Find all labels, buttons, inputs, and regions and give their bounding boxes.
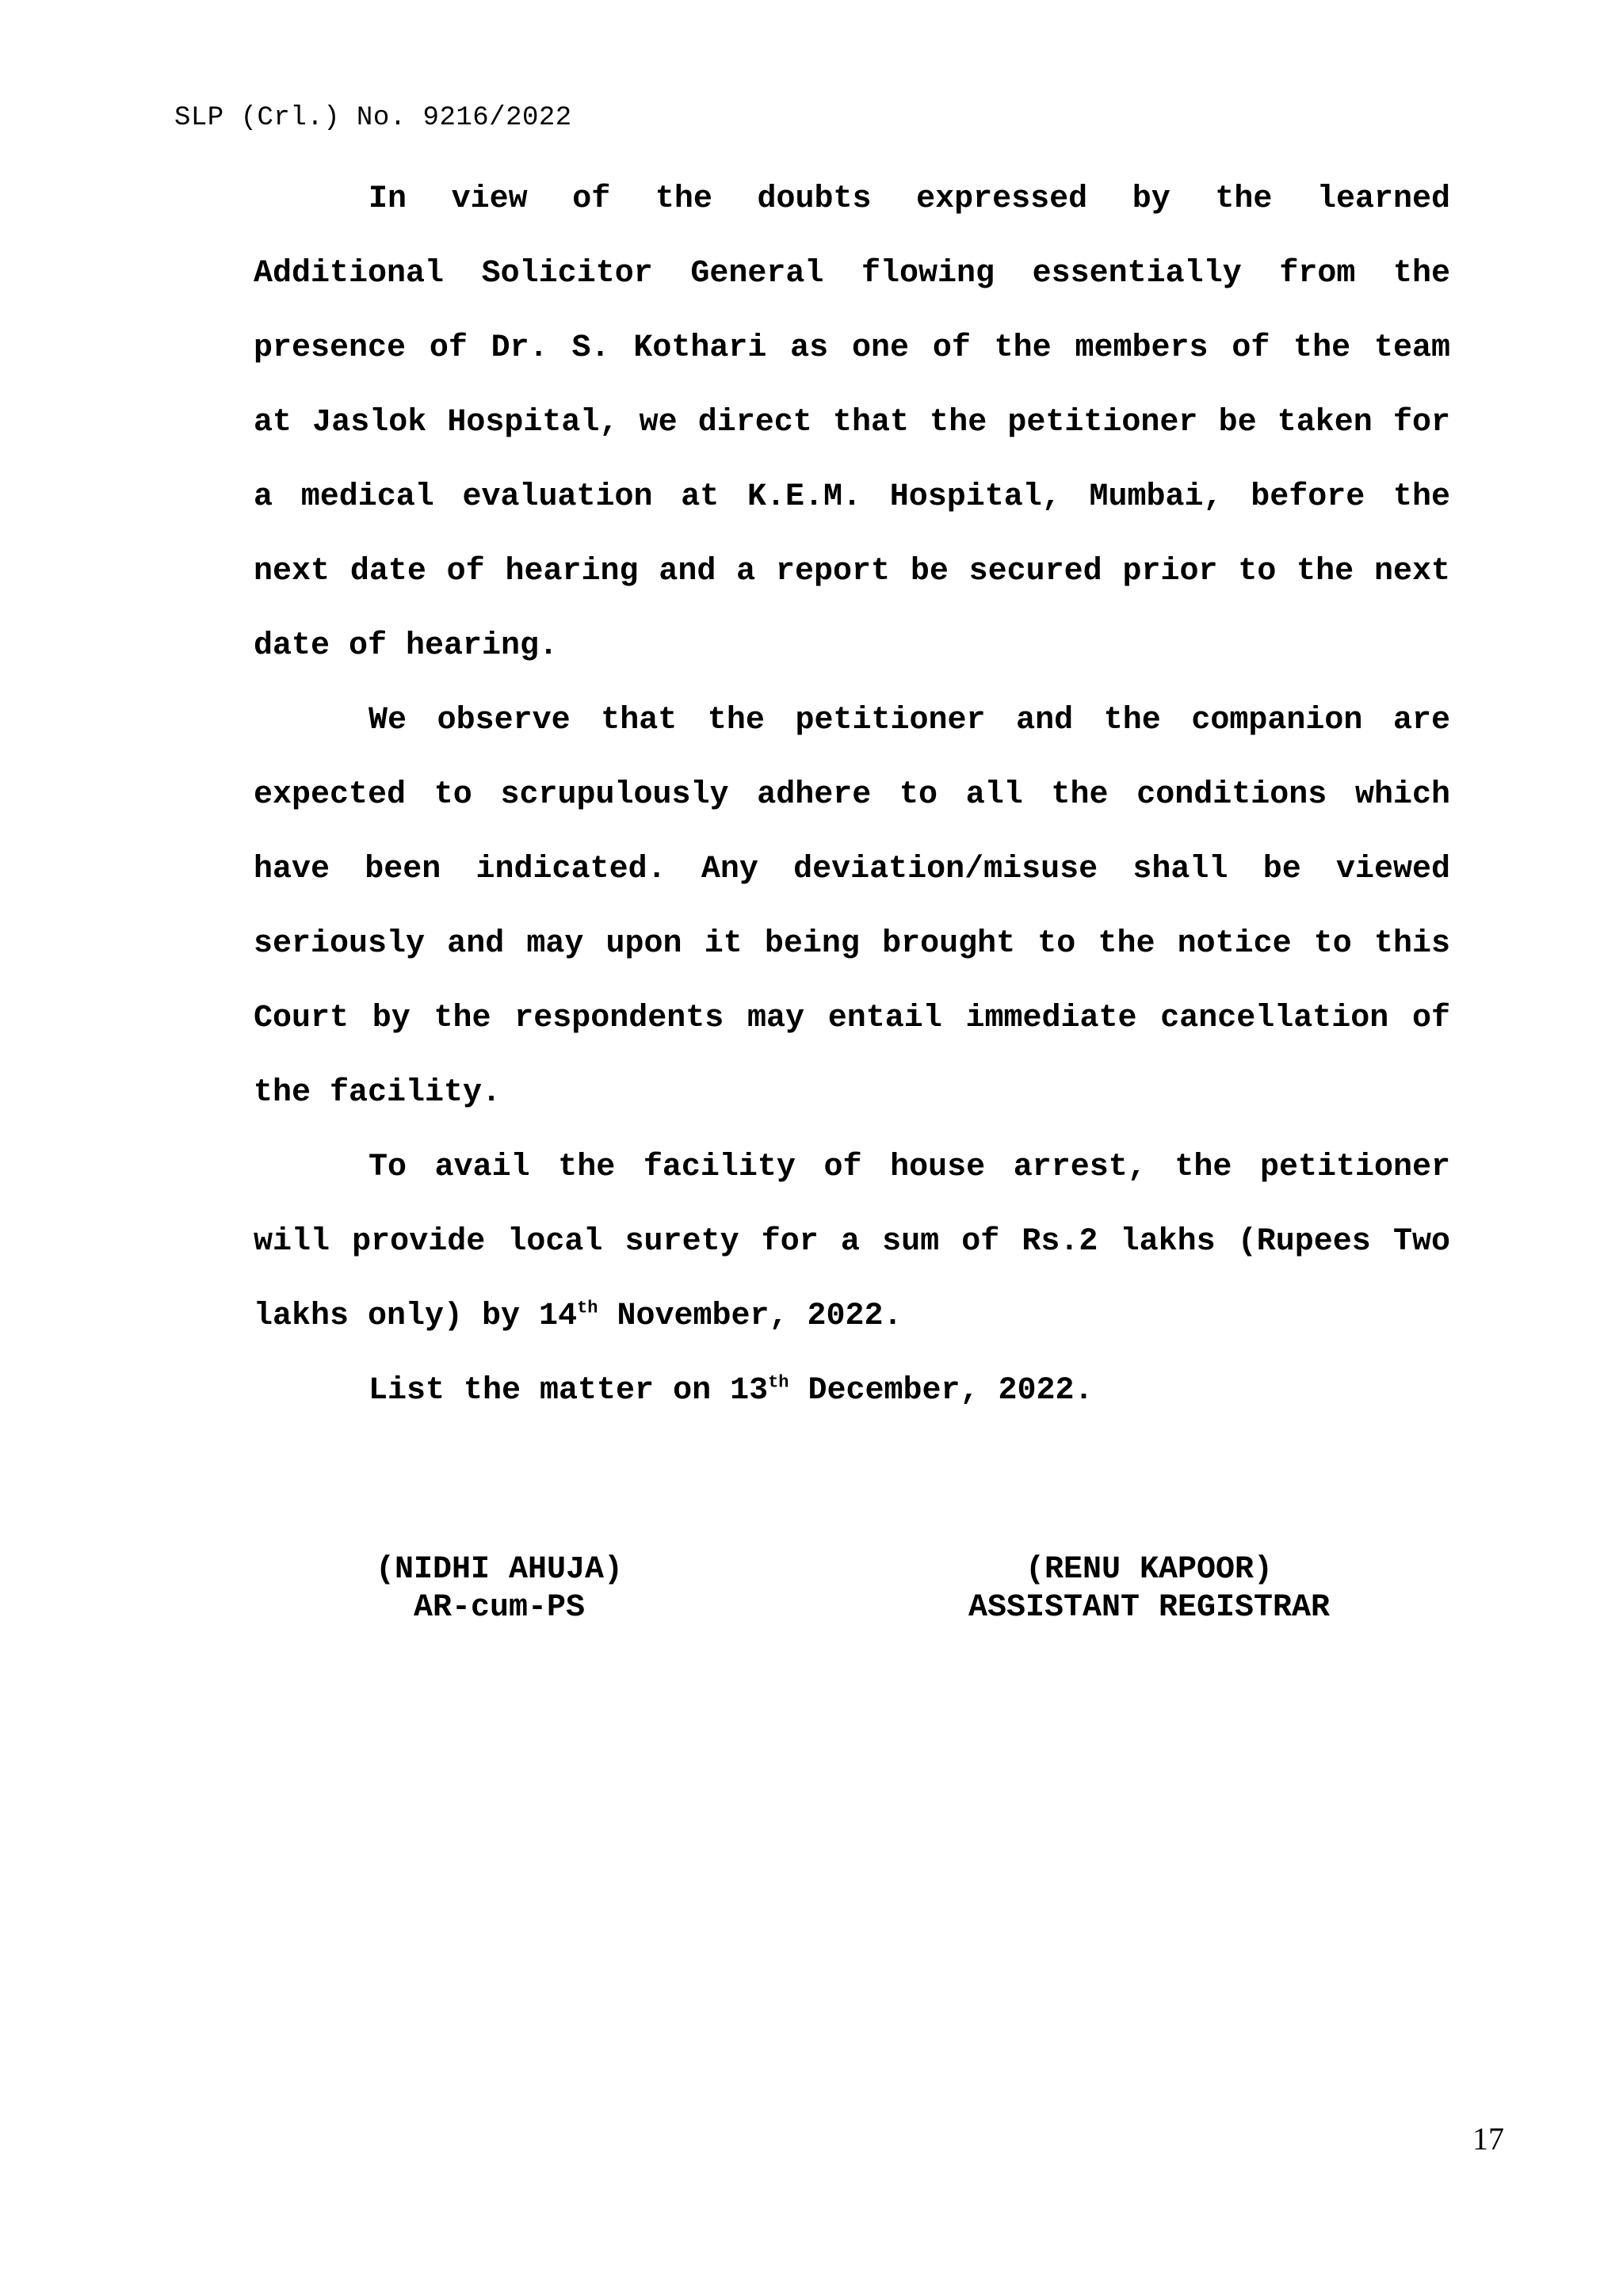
signatory-name: (RENU KAPOOR) [1025,1552,1274,1588]
paragraph-surety-text: To avail the facility of house arrest, the petitioner will provide local surety for a sum of Rs.2 lakhs (Rupees Two lakhs only) by 14 [254,1150,1450,1334]
signatory-title: AR-cum-PS [413,1590,586,1626]
signatory-name: (NIDHI AHUJA) [375,1552,624,1588]
paragraph-medical-evaluation: In view of the doubts expressed by the learned Additional Solicitor General flowing essentially from the presence of Dr. S. Kothari as one of the members of the team at Jaslok Hospital, we direct that the petitioner be taken for a medical evaluation at K.E.M. Hospital, Mumbai, before the next date of hearing and a report be secured prior to the next date of hearing. [254,181,1450,664]
signature-block-right [927,1551,1371,1627]
ordinal-suffix: th [577,1298,598,1318]
paragraph-listing [254,1354,1450,1428]
signature-block-left [317,1551,682,1627]
paragraph-conditions: We observe that the petitioner and the companion are expected to scrupulously adhere to all the conditions which have been indicated. Any deviation/misuse shall be viewed seriously and may upon it being brought to the notice to this Court by the respondents may entail immediate cancellation of the facility. [254,703,1450,1111]
ordinal-suffix: th [768,1372,789,1393]
signatory-title: ASSISTANT REGISTRAR [968,1590,1331,1626]
paragraph-surety [254,1131,1450,1354]
page-number: 17 [1472,2121,1504,2157]
case-number-header: SLP (Crl.) No. 9216/2022 [174,103,572,133]
order-body [254,162,1450,1428]
paragraph-listing-text: List the matter on 13 [369,1373,769,1409]
paragraph-surety-date: November, 2022. [598,1299,903,1334]
paragraph-listing-date: December, 2022. [789,1373,1094,1409]
